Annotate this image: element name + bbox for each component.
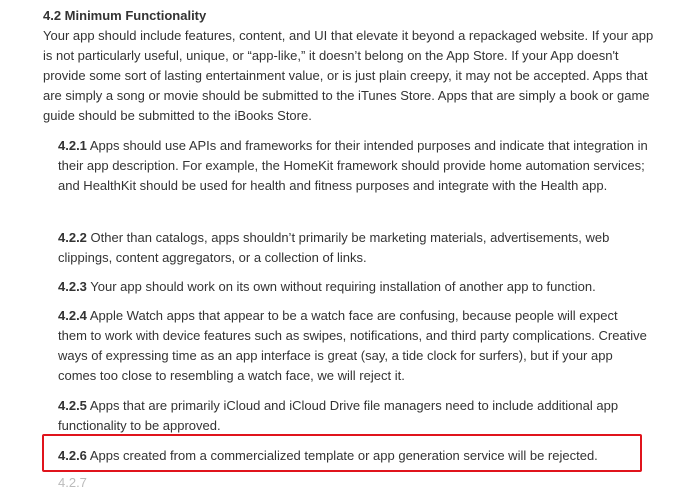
cutoff-next-item: 4.2.7 [58,475,87,490]
guideline-text: Apple Watch apps that appear to be a watch face are confusing, because people will expect them to work with device features such as swipes, notifications, and third party complications. Creative ways of expressing time as an app interface is great (say, a tide clock for surfers), but if your app comes too close to resembling a watch face, we will reject it. [58,308,647,383]
guideline-number: 4.2.3 [58,279,87,294]
guideline-text: Your app should work on its own without requiring installation of another app to function. [86,279,596,294]
highlight-box [42,434,642,472]
guideline-item-4-2-5 [58,396,648,436]
guideline-text: Other than catalogs, apps shouldn’t primarily be marketing materials, advertisements, web clippings, content aggregators, or a collection of links. [58,230,610,265]
guideline-item-4-2-1 [58,136,648,196]
guideline-number: 4.2.1 [58,138,87,153]
guideline-number: 4.2.5 [58,398,87,413]
guideline-number: 4.2.4 [58,308,87,323]
guideline-item-4-2-4 [58,306,648,386]
guideline-item-4-2-2 [58,228,648,268]
guideline-text: Apps should use APIs and frameworks for their intended purposes and indicate that integration in their app description. For example, the HomeKit framework should provide home automation services; and HealthKit should be used for health and fitness purposes and integrate with the Health app. [58,138,648,193]
guidelines-document [43,6,663,463]
guideline-number: 4.2.2 [58,230,87,245]
guideline-text: Apps that are primarily iCloud and iCloud Drive file managers need to include additional app functionality to be approved. [58,398,619,433]
guideline-item-4-2-3 [58,277,648,297]
guideline-number: 4.2.6 [58,448,87,463]
section-title: 4.2 Minimum Functionality [43,8,207,23]
guideline-text: Apps created from a commercialized template or app generation service will be rejected. [86,448,598,463]
section-intro: Your app should include features, content, and UI that elevate it beyond a repackaged website. If your app is not particularly useful, unique, or “app-like,” it doesn’t belong on the App Store. If your App doesn't provide some sort of lasting entertainment value, or is just plain creepy, it may not be accepted. Apps that are simply a song or movie should be submitted to the iTunes Store. Apps that are simply a book or game guide should be submitted to the iBooks Store. [43,28,654,123]
